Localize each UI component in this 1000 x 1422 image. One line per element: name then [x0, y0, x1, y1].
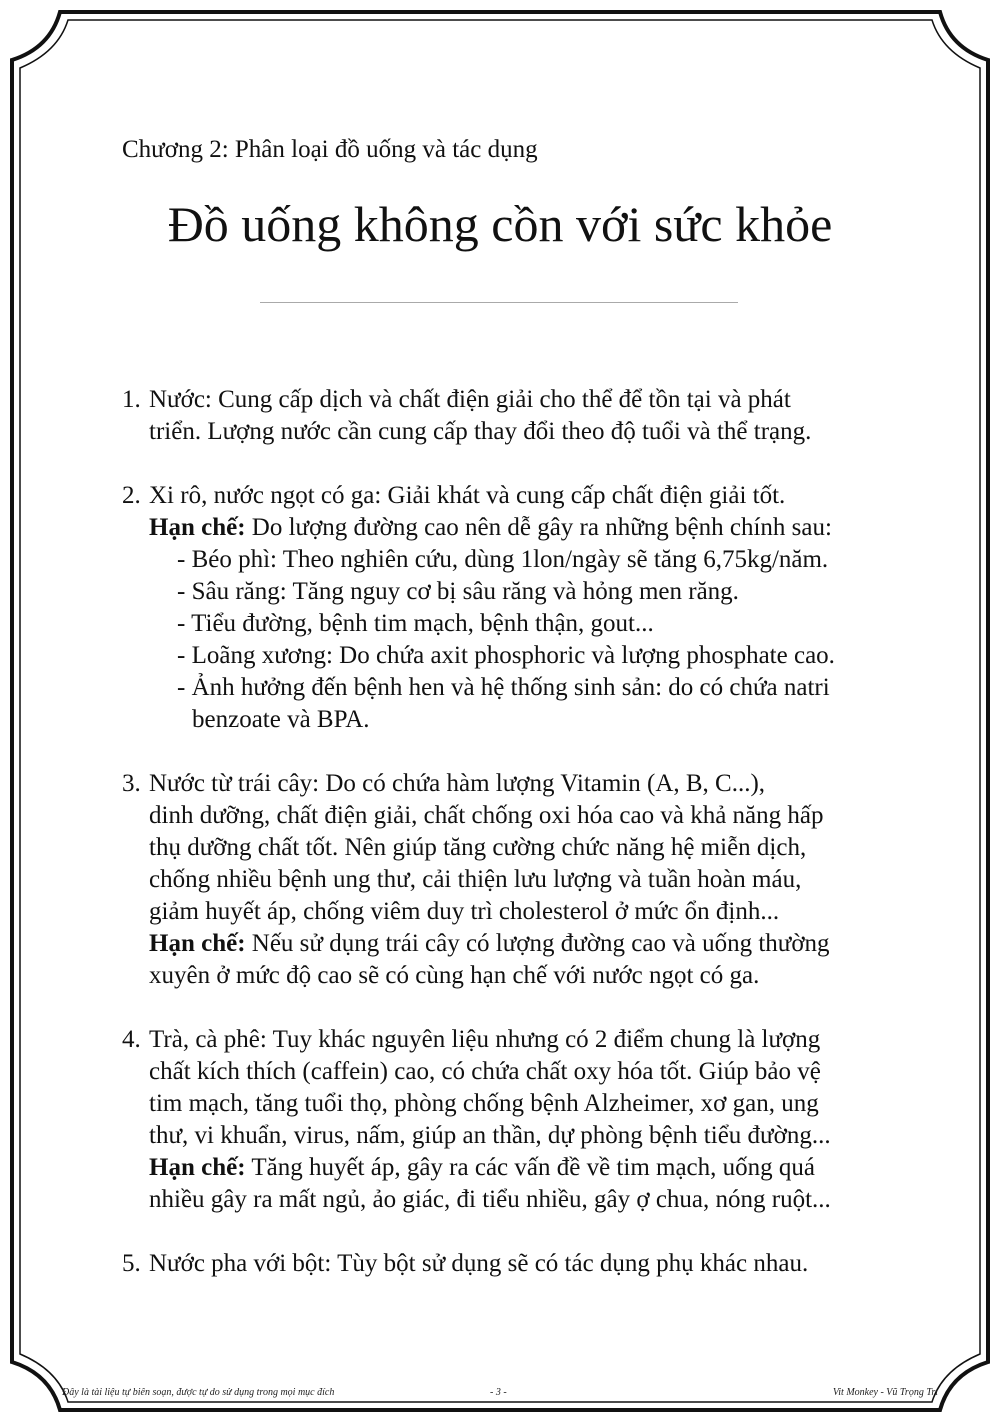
limitation-label: Hạn chế: — [149, 930, 246, 957]
footer-author: Vit Monkey - Vũ Trọng Trí — [832, 1387, 938, 1398]
item-line: triển. Lượng nước cần cung cấp thay đổi theo độ tuổi và thể trạng. — [149, 418, 812, 445]
page-number: - 3 - — [490, 1387, 507, 1398]
bullet-item: - Béo phì: Theo nghiên cứu, dùng 1lon/ngày sẽ tăng 6,75kg/năm. — [177, 546, 829, 573]
item-line: giảm huyết áp, chống viêm duy trì cholesterol ở mức ổn định... — [149, 898, 780, 925]
limitation-label: Hạn chế: — [149, 514, 246, 541]
chapter-heading: Chương 2: Phân loại đồ uống và tác dụng — [122, 136, 538, 163]
item-line: Nước từ trái cây: Do có chứa hàm lượng Vitamin (A, B, C...), — [149, 770, 766, 797]
limitation-text: Tăng huyết áp, gây ra các vấn đề về tim mạch, uống quá — [245, 1154, 816, 1181]
item-line: Nước pha với bột: Tùy bột sử dụng sẽ có tác dụng phụ khác nhau. — [149, 1250, 809, 1277]
bullet-item: - Sâu răng: Tăng nguy cơ bị sâu răng và hỏng men răng. — [177, 578, 739, 605]
bullet-continuation: benzoate và BPA. — [192, 706, 370, 733]
item-line: chống nhiều bệnh ung thư, cải thiện lưu lượng và tuần hoàn máu, — [149, 866, 802, 893]
limitation-text: Do lượng đường cao nên dễ gây ra những bệnh chính sau: — [245, 514, 832, 541]
item-line: nhiều gây ra mất ngủ, ảo giác, đi tiểu nhiều, gây ợ chua, nóng ruột... — [149, 1186, 831, 1213]
item-number: 1. — [122, 386, 141, 413]
bullet-item: - Tiểu đường, bệnh tim mạch, bệnh thận, gout... — [177, 610, 654, 637]
item-line: dinh dưỡng, chất điện giải, chất chống oxi hóa cao và khả năng hấp — [149, 802, 824, 829]
item-number: 5. — [122, 1250, 141, 1277]
item-number: 4. — [122, 1026, 141, 1053]
bullet-item: - Loãng xương: Do chứa axit phosphoric và lượng phosphate cao. — [177, 642, 835, 669]
item-line: thụ dưỡng chất tốt. Nên giúp tăng cường chức năng hệ miễn dịch, — [149, 834, 807, 861]
bullet-item: - Ảnh hưởng đến bệnh hen và hệ thống sinh sản: do có chứa natri — [177, 674, 830, 701]
item-number: 2. — [122, 482, 141, 509]
limitation-line — [149, 1152, 831, 1184]
footer-note: Đây là tài liệu tự biên soạn, được tự do sử dụng trong mọi mục đích — [62, 1387, 335, 1398]
item-line: tim mạch, tăng tuổi thọ, phòng chống bệnh Alzheimer, xơ gan, ung — [149, 1090, 819, 1117]
item-line: xuyên ở mức độ cao sẽ có cùng hạn chế với nước ngọt có ga. — [149, 962, 760, 989]
item-line: thư, vi khuẩn, virus, nấm, giúp an thần, dự phòng bệnh tiểu đường... — [149, 1122, 831, 1149]
page-title: Đồ uống không cồn với sức khỏe — [167, 196, 833, 252]
item-line: chất kích thích (caffein) cao, có chứa chất oxy hóa tốt. Giúp bảo vệ — [149, 1058, 821, 1085]
item-line: Trà, cà phê: Tuy khác nguyên liệu nhưng có 2 điểm chung là lượng — [149, 1026, 821, 1053]
limitation-line — [149, 928, 830, 960]
item-line: Nước: Cung cấp dịch và chất điện giải cho thể để tồn tại và phát — [149, 386, 791, 413]
item-number: 3. — [122, 770, 141, 797]
limitation-label: Hạn chế: — [149, 1154, 246, 1181]
limitation-text: Nếu sử dụng trái cây có lượng đường cao và uống thường — [245, 930, 830, 957]
item-line: Xi rô, nước ngọt có ga: Giải khát và cung cấp chất điện giải tốt. — [149, 482, 786, 509]
title-divider — [260, 302, 738, 303]
limitation-line — [149, 512, 835, 544]
